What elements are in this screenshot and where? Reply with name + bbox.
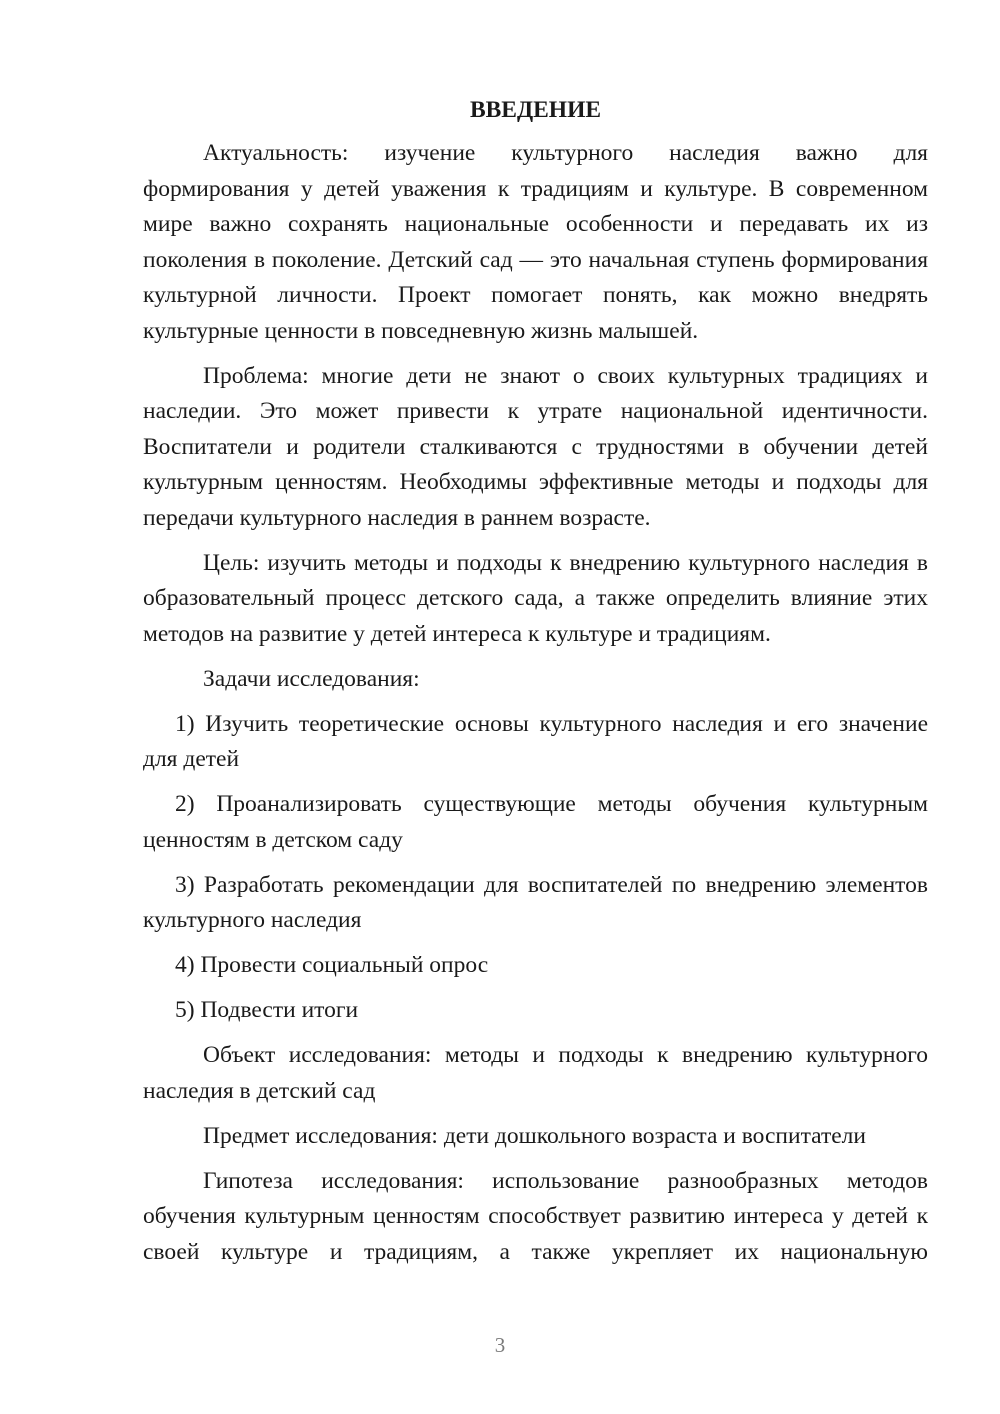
- document-page: [143, 92, 928, 1280]
- task-item-1: 1) Изучить теоретические основы культурного наследия и его значение для детей: [143, 710, 928, 772]
- paragraph-subject: Предмет исследования: дети дошкольного возраста и воспитатели: [203, 1122, 866, 1149]
- paragraph-problem: Проблема: многие дети не знают о своих культурных традициях и наследии. Это может привести к утрате национальной идентичности. Воспитатели и родители сталкиваются с трудностями в обучении детей культурным ценностям. Необходимы эффективные методы и подходы для передачи культурного наследия в раннем возрасте.: [143, 362, 928, 531]
- page-number: 3: [494, 1333, 506, 1357]
- task-item-3: 3) Разработать рекомендации для воспитателей по внедрению элементов культурного наследия: [143, 871, 928, 933]
- paragraph-relevance: Актуальность: изучение культурного наследия важно для формирования у детей уважения к традициям и культуре. В современном мире важно сохранять национальные особенности и передавать их из поколения в поколение. Детский сад — это начальная ступень формирования культурной личности. Проект помогает понять, как можно внедрять культурные ценности в повседневную жизнь малышей.: [143, 140, 928, 344]
- paragraph-hypothesis: Гипотеза исследования: использование разнообразных методов обучения культурным ценностям способствует развитию интереса у детей к своей культуре и традициям, а также укрепляет их национальную: [143, 1167, 928, 1265]
- task-item-5: 5) Подвести итоги: [175, 997, 359, 1023]
- task-item-4: 4) Провести социальный опрос: [175, 952, 489, 978]
- tasks-heading: Задачи исследования:: [203, 665, 420, 692]
- section-title: ВВЕДЕНИЕ: [469, 97, 602, 123]
- paragraph-goal: Цель: изучить методы и подходы к внедрению культурного наследия в образовательный процесс детского сада, а также определить влияние этих методов на развитие у детей интереса к культуре и традициям.: [143, 549, 928, 647]
- task-item-2: 2) Проанализировать существующие методы обучения культурным ценностям в детском саду: [143, 791, 928, 853]
- paragraph-object: Объект исследования: методы и подходы к внедрению культурного наследия в детский сад: [143, 1042, 928, 1104]
